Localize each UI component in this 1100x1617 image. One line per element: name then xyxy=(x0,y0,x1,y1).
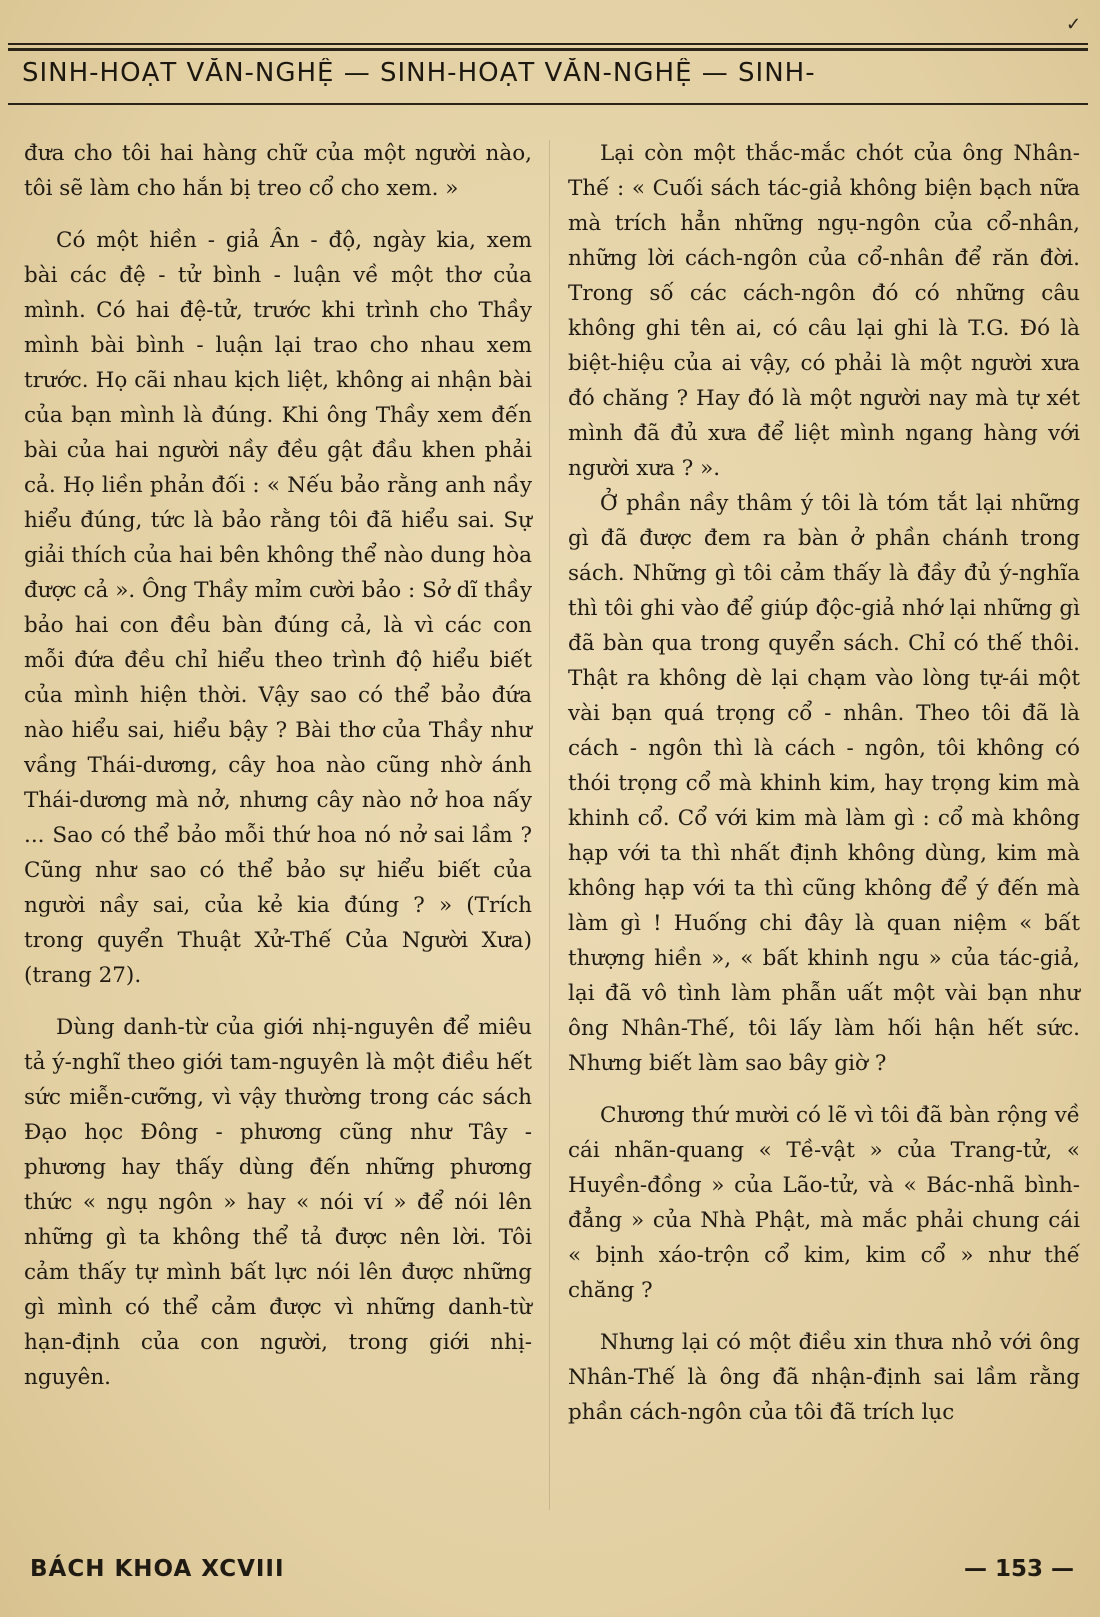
right-paragraph-1: Lại còn một thắc-mắc chót của ông Nhân-Thế : « Cuối sách tác-giả không biện bạch nữa mà trích hẳn những ngụ-ngôn của cổ-nhân, những lời cách-ngôn của cổ-nhân để răn đời. Trong số các cách-ngôn đó có những câu không ghi tên ai, có câu lại ghi là T.G. Đó là biệt-hiệu của ai vậy, có phải là một người xưa đó chăng ? Hay đó là một người nay mà tự xét mình đã đủ xưa để liệt mình ngang hàng với người xưa ? ». xyxy=(568,141,1080,481)
left-column xyxy=(24,136,532,1395)
page-number: — 153 — xyxy=(963,1556,1074,1582)
left-paragraph-1: đưa cho tôi hai hàng chữ của một người nào, tôi sẽ làm cho hắn bị treo cổ cho xem. » xyxy=(24,141,532,201)
head-bottom-rule xyxy=(8,103,1088,105)
left-paragraph-3: Dùng danh-từ của giới nhị-nguyên để miêu tả ý-nghĩ theo giới tam-nguyên là một điều hết sức miễn-cưỡng, vì vậy thường trong các sách Đạo học Đông - phương cũng như Tây - phương hay thấy dùng đến những phương thức « ngụ ngôn » hay « nói ví » để nói lên những gì ta không thể tả được nên lời. Tôi cảm thấy tự mình bất lực nói lên được những gì mình có thể cảm được vì những danh-từ hạn-định của con người, trong giới nhị-nguyên. xyxy=(24,1015,532,1390)
top-thin-rule xyxy=(8,43,1088,45)
running-head: SINH-HOẠT VĂN-NGHỆ — SINH-HOẠT VĂN-NGHỆ — SINH- xyxy=(22,58,816,88)
left-paragraph-2: Có một hiền - giả Ân - độ, ngày kia, xem bài các đệ - tử bình - luận về một thơ của mình. Có hai đệ-tử, trước khi trình cho Thầy mình bài bình - luận lại trao cho nhau xem trước. Họ cãi nhau kịch liệt, không ai nhận bài của bạn mình là đúng. Khi ông Thầy xem đến bài của hai người nầy đều gật đầu khen phải cả. Họ liền phản đối : « Nếu bảo rằng anh nầy hiểu đúng, tức là bảo rằng tôi đã hiểu sai. Sự giải thích của hai bên không thể nào dung hòa được cả ». Ông Thầy mỉm cười bảo : Sở dĩ thầy bảo hai con đều bàn đúng cả, là vì các con mỗi đứa đều chỉ hiểu theo trình độ hiểu biết của mình hiện thời. Vậy sao có thể bảo đứa nào hiểu sai, hiểu bậy ? Bài thơ của Thầy như vầng Thái-dương, cây hoa nào cũng nhờ ánh Thái-dương mà nở, nhưng cây nào nở hoa nấy ... Sao có thể bảo mỗi thứ hoa nó nở sai lầm ? Cũng như sao có thể bảo sự hiểu biết của người nầy sai, của kẻ kia đúng ? » (Trích trong quyển Thuật Xử-Thế Của Người Xưa) (trang 27). xyxy=(24,228,532,988)
top-thick-rule xyxy=(8,48,1088,51)
right-column xyxy=(568,136,1080,1430)
right-paragraph-4: Nhưng lại có một điều xin thưa nhỏ với ông Nhân-Thế là ông đã nhận-định sai lầm rằng phần cách-ngôn của tôi đã trích lục xyxy=(568,1330,1080,1425)
right-paragraph-3: Chương thứ mười có lẽ vì tôi đã bàn rộng về cái nhãn-quang « Tề-vật » của Trang-tử, « Huyền-đồng » của Lão-tử, và « Bác-nhã bình-đẳng » của Nhà Phật, mà mắc phải chung cái « bịnh xáo-trộn cổ kim, kim cổ » như thế chăng ? xyxy=(568,1103,1080,1303)
right-paragraph-2: Ở phần nầy thâm ý tôi là tóm tắt lại những gì đã được đem ra bàn ở phần chánh trong sách. Những gì tôi cảm thấy là đầy đủ ý-nghĩa thì tôi ghi vào để giúp độc-giả nhớ lại những gì đã bàn qua trong quyển sách. Chỉ có thế thôi. Thật ra không dè lại chạm vào lòng tự-ái một vài bạn quá trọng cổ - nhân. Theo tôi đã là cách - ngôn thì là cách - ngôn, tôi không có thói trọng cổ mà khinh kim, hay trọng kim mà khinh cổ. Cổ với kim mà làm gì : cổ mà không hạp với ta thì nhất định không dùng, kim mà không hạp với ta thì cũng không để ý đến mà làm gì ! Huống chi đây là quan niệm « bất thượng hiền », « bất khinh ngu » của tác-giả, lại đã vô tình làm phẫn uất một vài bạn như ông Nhân-Thế, tôi lấy làm hối hận hết sức. Nhưng biết làm sao bây giờ ? xyxy=(568,491,1080,1076)
corner-mark-icon: ✓ xyxy=(1066,14,1082,35)
column-gutter xyxy=(549,140,550,1510)
journal-footer: BÁCH KHOA XCVIII xyxy=(30,1556,285,1582)
